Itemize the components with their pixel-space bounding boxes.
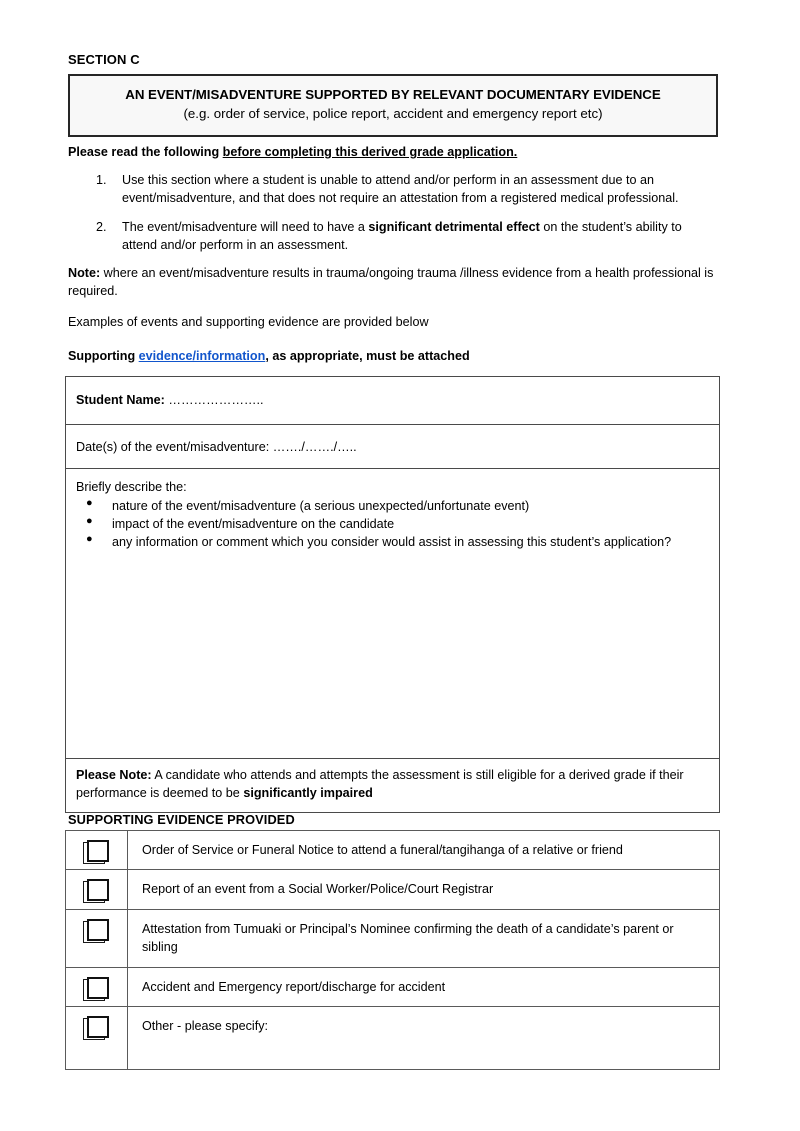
please-note-text: A candidate who attends and attempts the assessment is still eligible for a derived grade if their performance is deemed to be [76,768,684,800]
please-note-row [66,759,719,812]
supporting-evidence-table [65,830,720,1070]
student-name-label: Student Name: [76,393,165,407]
table-row[interactable] [66,1007,719,1069]
please-note-label: Please Note: [76,768,152,782]
table-row[interactable] [66,968,719,1007]
list-item [76,533,709,551]
section-title-main: AN EVENT/MISADVENTURE SUPPORTED BY RELEVANT DOCUMENTARY EVIDENCE [125,87,661,102]
list-item-number: 1. [96,172,107,187]
checkbox-unchecked-icon[interactable] [83,919,110,944]
supporting-evidence-heading: SUPPORTING EVIDENCE PROVIDED [68,812,295,827]
event-date-label[interactable]: Date(s) of the event/misadventure: ……./……./….. [76,440,357,454]
list-item [76,515,709,533]
checkbox-cell[interactable] [66,910,128,967]
evidence-label[interactable]: Other - please specify: [142,1019,268,1033]
student-name-field[interactable]: ………………….. [164,393,264,407]
checkbox-cell[interactable] [66,870,128,909]
bullet-icon: ● [86,515,93,528]
section-title-subtitle: (e.g. order of service, police report, accident and emergency report etc) [183,105,603,121]
bullet-icon: ● [86,533,93,546]
list-item-label: impact of the event/misadventure on the candidate [112,517,395,532]
student-name-row[interactable] [66,377,719,425]
evidence-label: Report of an event from a Social Worker/Police/Court Registrar [142,882,494,896]
list-item-label: nature of the event/misadventure (a serious unexpected/unfortunate event) [112,499,530,513]
list-item-text-before: The event/misadventure will need to have a [122,219,369,234]
checkbox-unchecked-icon[interactable] [83,977,110,1002]
health-note-text: where an event/misadventure results in trauma/ongoing trauma /illness evidence from a health professional is required. [68,266,714,299]
checkbox-cell[interactable] [66,1007,128,1069]
instructions-lead-underlined: before completing this derived grade application. [222,145,518,159]
instructions-lead [68,144,720,162]
checkbox-unchecked-icon[interactable] [83,840,110,865]
evidence-label: Accident and Emergency report/discharge for accident [142,980,446,994]
instructions-lead-prefix: Please read the following [68,145,223,159]
list-item-label: any information or comment which you consider would assist in assessing this student’s application? [112,535,672,550]
checkbox-cell[interactable] [66,968,128,1006]
health-note [68,265,720,301]
supporting-suffix: , as appropriate, must be attached [265,349,470,363]
list-item-text: Use this section where a student is unable to attend and/or perform in an assessment due to an event/misadventure, and that does not require an attestation from a registered medical professional. [122,172,679,205]
table-row[interactable] [66,910,719,968]
checkbox-unchecked-icon[interactable] [83,879,110,904]
checkbox-unchecked-icon[interactable] [83,1016,110,1041]
description-row[interactable] [66,469,719,759]
bullet-icon: ● [86,497,93,509]
evidence-label: Order of Service or Funeral Notice to attend a funeral/tangihanga of a relative or friend [142,843,623,857]
evidence-information-link[interactable]: evidence/information [138,349,266,363]
instructions-numbered-list [68,172,720,255]
list-item-text-bold: significant detrimental effect [368,219,540,234]
supporting-attach-line [68,348,720,366]
list-item [76,497,709,515]
please-note-strong: significantly impaired [243,785,373,800]
list-item-number: 2. [96,219,107,234]
list-item [68,172,720,208]
event-date-row[interactable] [66,425,719,469]
section-label: SECTION C [68,52,140,67]
checkbox-cell[interactable] [66,831,128,869]
list-item [68,219,720,255]
list-item-text-after: on the student’s ability to attend and/or perform in an assessment. [122,219,682,252]
health-note-label: Note: [68,266,101,281]
section-title-box [68,74,718,137]
table-row[interactable] [66,870,719,910]
examples-line: Examples of events and supporting evidence are provided below [68,315,429,330]
describe-bullet-list [76,497,709,551]
table-row[interactable] [66,831,719,870]
describe-heading: Briefly describe the: [76,480,187,494]
instructions-block [68,144,720,366]
evidence-label: Attestation from Tumuaki or Principal’s Nominee confirming the death of a candidate’s parent or sibling [142,922,674,954]
supporting-prefix: Supporting [68,349,139,363]
event-details-table [65,376,720,813]
